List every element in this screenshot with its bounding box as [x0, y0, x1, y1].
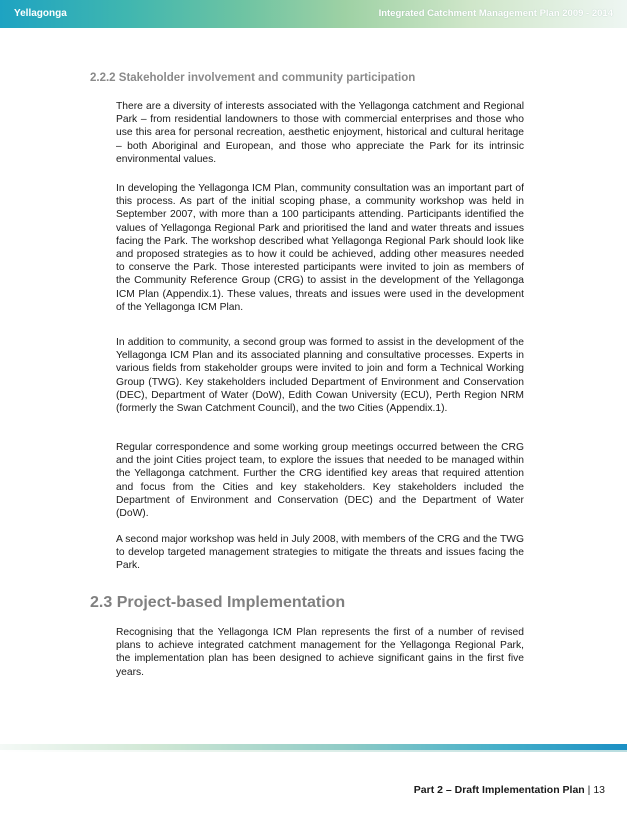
- paragraph-technical-working-group: In addition to community, a second group was formed to assist in the development of the Yellagonga ICM Plan and its associated planning and consultative processes. Experts in various fields from stakeholder groups were invited to join and form a Technical Working Group (TWG). Key stakeholders included Department of Environment and Conservation (DEC), Department of Water (DoW), Edith Cowan University (ECU), Perth Region NRM (formerly the Swan Catchment Council), and the two Cities (Appendix.1).: [116, 337, 524, 415]
- paragraph-project-based: Recognising that the Yellagonga ICM Plan represents the first of a number of revised plans to achieve integrated catchment management for the Yellagonga Regional Park, the implementation plan has been designed to achieve significant gains in the first five years.: [116, 627, 524, 678]
- subsection-heading: 2.2.2 Stakeholder involvement and community participation: [90, 72, 416, 84]
- paragraph-regular-correspondence: Regular correspondence and some working group meetings occurred between the CRG and the joint Cities project team, to explore the issues that needed to be managed within the Yellagonga catchment. Further the CRG identified key areas that required attention and focus from the Cities and key stakeholders. Key stakeholders included the Department of Environment and Conservation (DEC) and the Department of Water (DoW).: [116, 442, 524, 520]
- header-title-left: Yellagonga: [14, 8, 67, 19]
- paragraph-second-workshop: A second major workshop was held in July 2008, with members of the CRG and the TWG to develop targeted management strategies to mitigate the threats and issues facing the Park.: [116, 534, 524, 572]
- paragraph-community-consultation: In developing the Yellagonga ICM Plan, community consultation was an important part of this process. As part of the initial scoping phase, a community workshop was held in September 2007, with more than a 100 participants attending. Participants identified the values of Yellagonga Regional Park and prioritised the land and water threats and issues facing the Park. The workshop described what Yellagonga Regional Park should look like and proposed strategies as to how it could be achieved, adding other measures needed to conserve the Park. Those interested participants were invited to join as members of the Community Reference Group (CRG) to assist in the development of the Yellagonga ICM Plan (Appendix.1). These values, threats and issues were used in the development of the Yellagonga ICM Plan.: [116, 183, 524, 313]
- section-heading: 2.3 Project-based Implementation: [90, 594, 346, 611]
- header-title-right: Integrated Catchment Management Plan 2009 - 2014: [378, 8, 613, 19]
- page-footer: [414, 784, 605, 796]
- header-band: [0, 0, 627, 28]
- footer-part-label: Part 2 – Draft Implementation Plan: [413, 784, 585, 796]
- paragraph-diversity: There are a diversity of interests associated with the Yellagonga catchment and Regional Park – from residential landowners to those with commercial enterprises and those who use this area for personal recreation, aesthetic enjoyment, historical and cultural heritage – both Aboriginal and European, and those who appreciate the Park for its intrinsic environmental values.: [116, 101, 524, 165]
- footer-band-thin: [0, 750, 627, 752]
- footer-separator: |: [587, 784, 591, 796]
- page-number: 13: [593, 784, 605, 796]
